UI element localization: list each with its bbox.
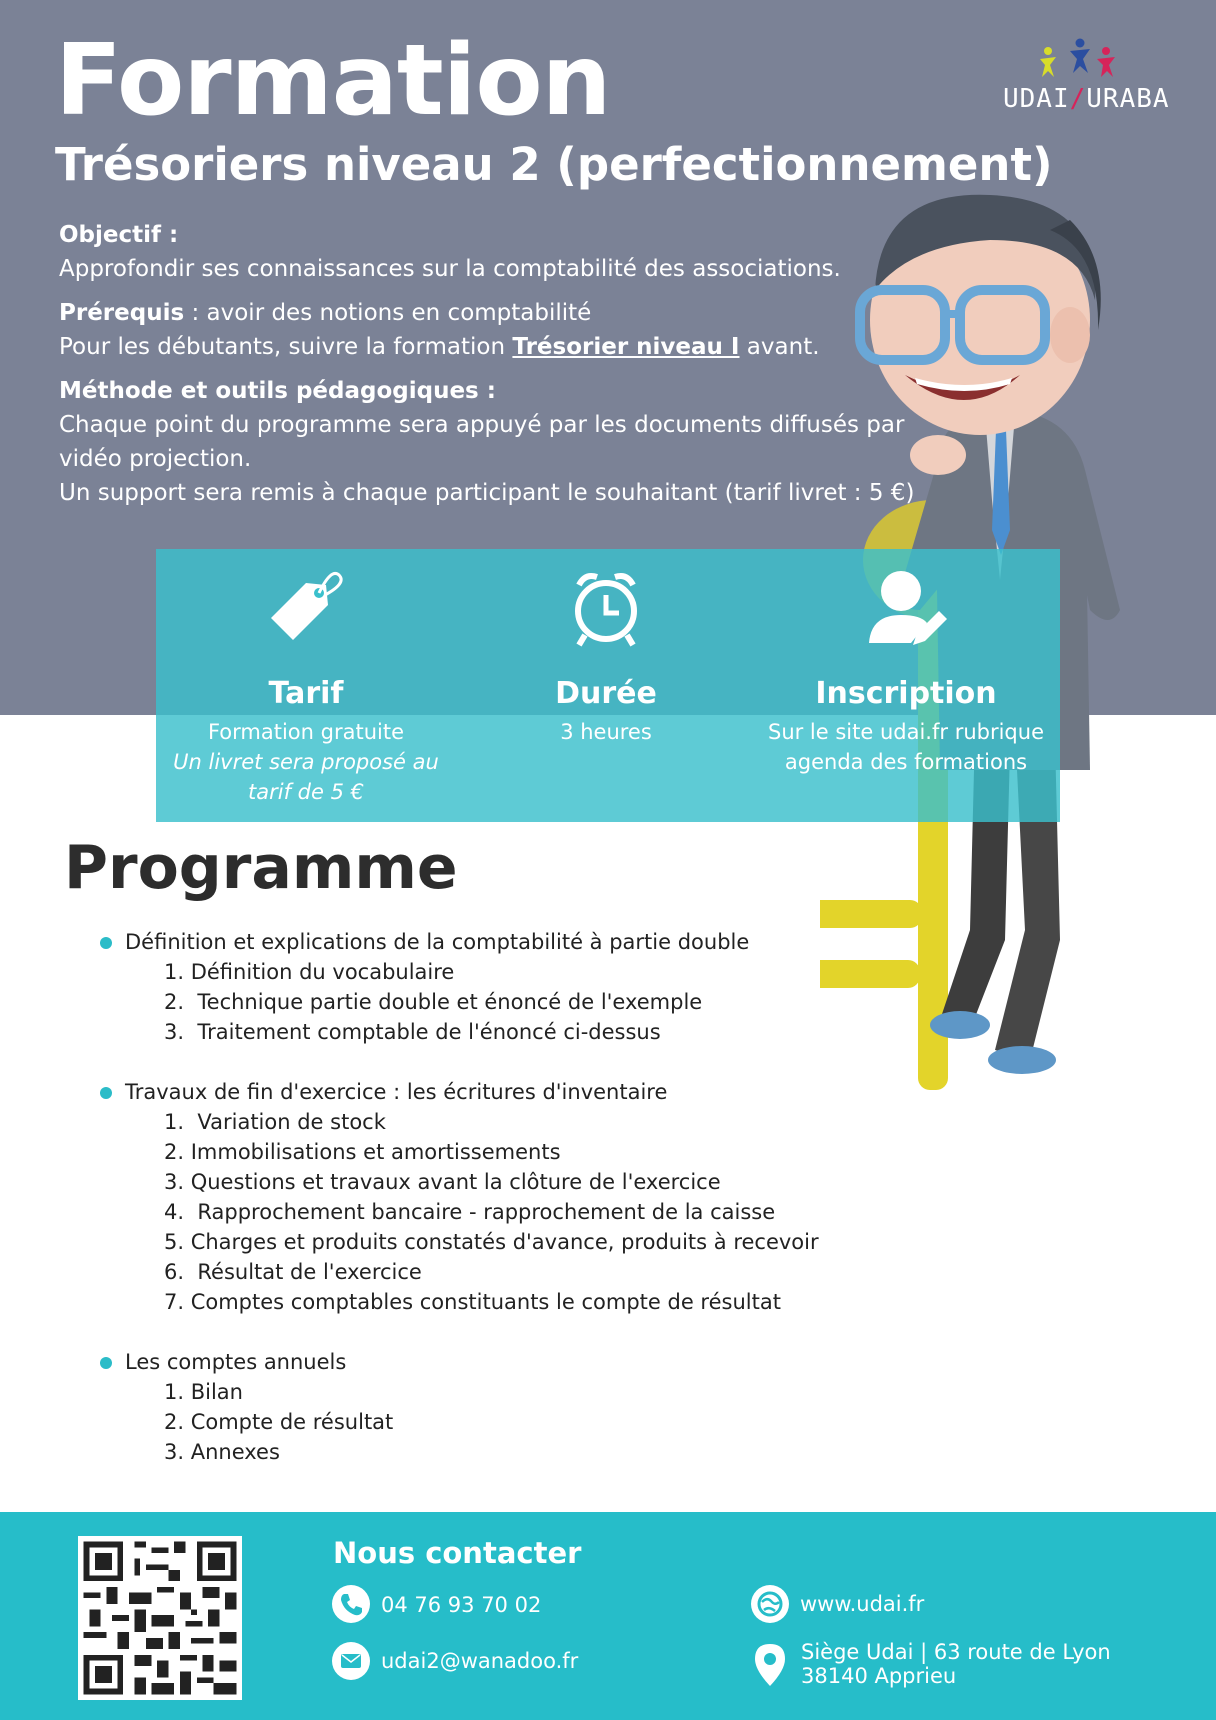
list-item: 3. Annexes	[164, 1440, 280, 1464]
tarif-line-1: Formation gratuite	[207, 720, 405, 744]
inscription-line-2: agenda des formations	[784, 750, 1028, 774]
prerequis-label: Prérequis	[59, 300, 185, 326]
methode-line-2: vidéo projection.	[59, 446, 252, 472]
info-box	[156, 549, 1060, 822]
address	[801, 1640, 1111, 1688]
list-item: 7. Comptes comptables constituants le compte de résultat	[164, 1290, 781, 1314]
list-item: 4. Rapprochement bancaire - rapprochement de la caisse	[164, 1200, 776, 1224]
address-line-1: Siège Udai | 63 route de Lyon	[801, 1640, 1111, 1664]
duree-line-1: 3 heures	[560, 720, 652, 744]
email-address[interactable]: udai2@wanadoo.fr	[381, 1649, 579, 1673]
tarif-line-3: tarif de 5 €	[248, 780, 364, 804]
list-item: 3. Traitement comptable de l'énoncé ci-dessus	[164, 1020, 661, 1044]
tresorier-niveau-1-link[interactable]: Trésorier niveau I	[512, 334, 740, 360]
bullet-icon	[100, 1087, 112, 1099]
prerequis-text: : avoir des notions en comptabilité	[184, 300, 592, 326]
inscription-line-1: Sur le site udai.fr rubrique	[767, 720, 1044, 744]
inscription-title: Inscription	[815, 676, 997, 711]
price-tag-icon	[261, 563, 351, 653]
methode-line-1: Chaque point du programme sera appuyé par les documents diffusés par	[59, 412, 905, 438]
programme-title: Programme	[64, 833, 458, 903]
tarif-line-2: Un livret sera proposé au	[173, 750, 439, 774]
contact-title: Nous contacter	[333, 1536, 582, 1570]
phone-number[interactable]: 04 76 93 70 02	[381, 1593, 542, 1617]
bullet-icon	[100, 937, 112, 949]
alarm-clock-icon	[561, 563, 651, 653]
user-edit-icon	[861, 563, 951, 653]
list-item: 2. Technique partie double et énoncé de l'exemple	[164, 990, 703, 1014]
section-title: Les comptes annuels	[125, 1350, 347, 1374]
duree-title: Durée	[555, 676, 657, 711]
list-item: 1. Bilan	[164, 1380, 243, 1404]
programme-section-2	[98, 1077, 858, 1317]
objectif-label: Objectif :	[59, 222, 179, 248]
inscription-block	[756, 549, 1056, 822]
section-title: Définition et explications de la comptabilité à partie double	[125, 930, 750, 954]
list-item: 5. Charges et produits constatés d'avance, produits à recevoir	[164, 1230, 819, 1254]
programme-list	[98, 927, 858, 1497]
programme-section-1	[98, 927, 858, 1047]
qr-code-icon[interactable]	[78, 1536, 242, 1700]
phone-icon	[332, 1585, 370, 1623]
debutants-text: Pour les débutants, suivre la formation	[59, 334, 513, 360]
list-item: 3. Questions et travaux avant la clôture de l'exercice	[164, 1170, 721, 1194]
intro-section	[59, 218, 919, 510]
objectif-text: Approfondir ses connaissances sur la comptabilité des associations.	[59, 256, 841, 282]
udai-uraba-logo: UDAI/URABA	[1003, 84, 1170, 114]
tarif-title: Tarif	[268, 676, 344, 711]
list-item: 1. Définition du vocabulaire	[164, 960, 455, 984]
duree-block	[456, 549, 756, 822]
methode-label: Méthode et outils pédagogiques :	[59, 378, 496, 404]
list-item: 2. Compte de résultat	[164, 1410, 394, 1434]
section-title: Travaux de fin d'exercice : les écritures d'inventaire	[125, 1080, 668, 1104]
list-item: 6. Résultat de l'exercice	[164, 1260, 422, 1284]
tarif-block	[156, 549, 456, 822]
debutants-after-text: avant.	[739, 334, 820, 360]
programme-section-3	[98, 1347, 858, 1467]
page-subtitle: Trésoriers niveau 2 (perfectionnement)	[55, 138, 1053, 191]
page-title: Formation	[55, 24, 611, 138]
list-item: 2. Immobilisations et amortissements	[164, 1140, 561, 1164]
bullet-icon	[100, 1357, 112, 1369]
website-link[interactable]: www.udai.fr	[800, 1592, 925, 1616]
methode-line-3: Un support sera remis à chaque participant le souhaitant (tarif livret : 5 €)	[59, 480, 915, 506]
location-pin-icon	[751, 1642, 789, 1680]
address-line-2: 38140 Apprieu	[801, 1664, 957, 1688]
email-icon	[332, 1642, 370, 1680]
globe-icon	[751, 1585, 789, 1623]
list-item: 1. Variation de stock	[164, 1110, 386, 1134]
